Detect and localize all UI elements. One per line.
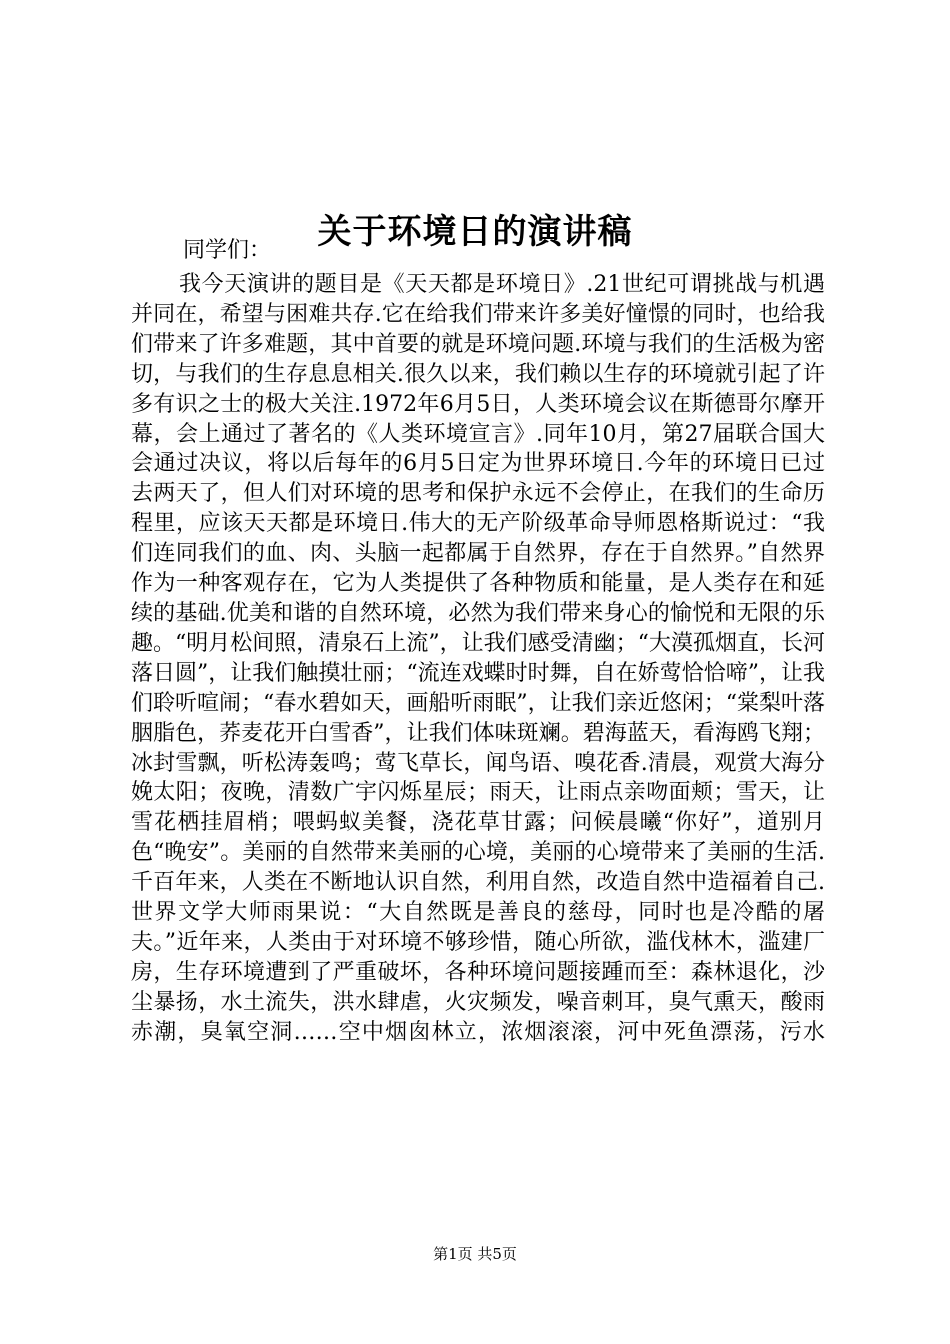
greeting: 同学们：	[183, 238, 272, 263]
page-title: 关于环境日的演讲稿	[317, 211, 633, 252]
page-number: 第1页	[433, 1245, 473, 1263]
page-total: 共5页	[477, 1245, 517, 1263]
page-footer	[0, 1242, 950, 1266]
speech-paragraph: 我今天演讲的题目是《天天都是环境日》.21世纪可谓挑战与机遇并同在，希望与困难共存.它在给我们带来许多美好憧憬的同时，也给我们带来了许多难题，其中首要的就是环境问题.环境与我们的生活极为密切，与我们的生存息息相关.很久以来，我们赖以生存的环境就引起了许多有识之士的极大关注.1972年6月5日，人类环境会议在斯德哥尔摩开幕，会上通过了著名的《人类环境宣言》.同年10月，第27届联合国大会通过决议，将以后每年的6月5日定为世界环境日.今年的环境日已过去两天了，但人们对环境的思考和保护永远不会停止，在我们的生命历程里，应该天天都是环境日.伟大的无产阶级革命导师恩格斯说过：“我们连同我们的血、肉、头脑一起都属于自然界，存在于自然界。”自然界作为一种客观存在，它为人类提供了各种物质和能量，是人类存在和延续的基础.优美和谐的自然环境，必然为我们带来身心的愉悦和无限的乐趣。“明月松间照，清泉石上流”，让我们感受清幽；“大漠孤烟直，长河落日圆”，让我们触摸壮丽；“流连戏蝶时时舞，自在娇莺恰恰啼”，让我们聆听喧闹；“春水碧如天，画船听雨眠”，让我们亲近悠闲；“棠梨叶落胭脂色，荞麦花开白雪香”，让我们体味斑斓。碧海蓝天，看海鸥飞翔；冰封雪飘，听松涛轰鸣；莺飞草长，闻鸟语、嗅花香.清晨，观赏大海分娩太阳；夜晚，清数广宇闪烁星辰；雨天，让雨点亲吻面颊；雪天，让雪花栖挂眉梢；喂蚂蚁美餐，浇花草甘露；问候晨曦“你好”，道别月色“晚安”。美丽的自然带来美丽的心境，美丽的心境带来了美丽的生活.千百年来，人类在不断地认识自然，利用自然，改造自然中造福着自己.世界文学大师雨果说：“大自然既是善良的慈母，同时也是冷酷的屠夫。”近年来，人类由于对环境不够珍惜，随心所欲，滥伐林木，滥建厂房，生存环境遭到了严重破坏，各种环境问题接踵而至：森林退化，沙尘暴扬，水土流失，洪水肆虐，火灾频发，噪音刺耳，臭气熏天，酸雨赤潮，臭氧空洞……空中烟囱林立，浓烟滚滚，河中死鱼漂荡，污水	[131, 272, 825, 1045]
